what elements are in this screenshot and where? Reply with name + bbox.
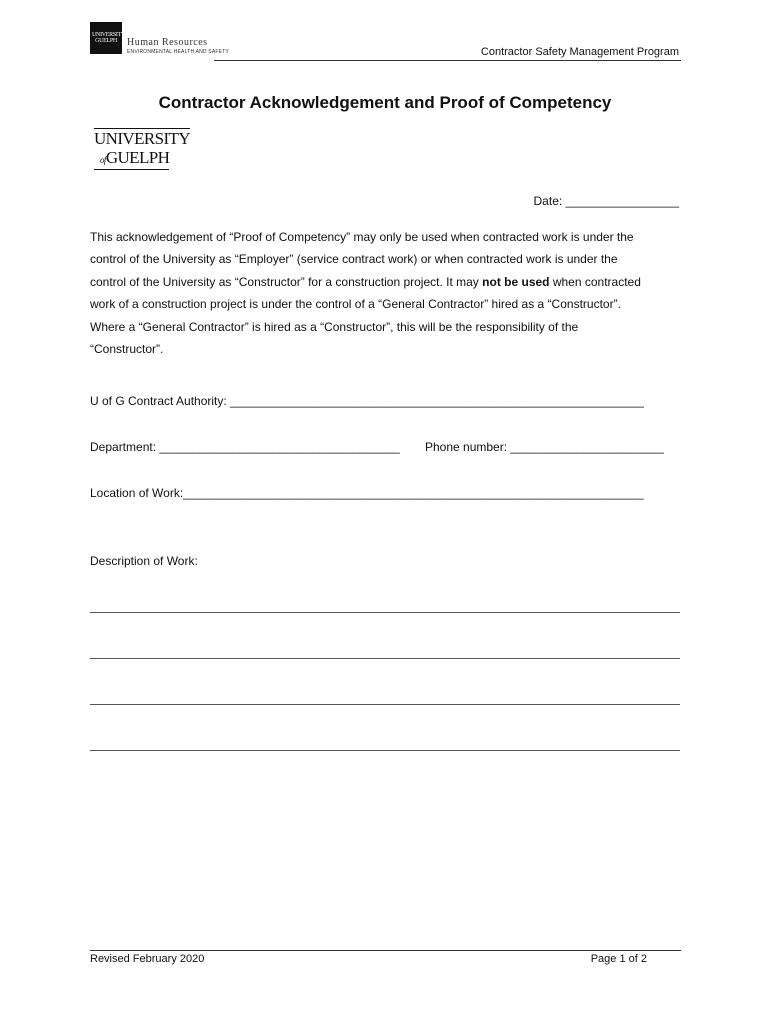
logo-guelph-word: GUELPH — [105, 148, 170, 167]
paragraph-emphasis: not be used — [482, 274, 550, 289]
paragraph-text: when contracted — [549, 274, 641, 289]
page-title: Contractor Acknowledgement and Proof of Competency — [158, 93, 612, 112]
header-divider — [214, 60, 681, 61]
description-of-work-label: Description of Work: — [90, 554, 198, 568]
paragraph-line: Where a “General Contractor” is hired as a “Constructor”, this will be the responsibility of the — [90, 319, 579, 334]
department-field[interactable]: Department: ____________________________________ — [90, 440, 400, 454]
description-line[interactable] — [90, 704, 680, 705]
description-line[interactable] — [90, 750, 680, 751]
description-line[interactable] — [90, 612, 680, 613]
logo-of-text: of — [100, 155, 106, 165]
header-program-name: Contractor Safety Management Program — [480, 46, 679, 58]
paragraph-text: control of the University as “Constructor” for a construction project. It may — [90, 274, 483, 289]
paragraph-line — [90, 271, 690, 293]
paragraph-line: control of the University as “Employer” (service contract work) or when contracted work is under the — [90, 252, 618, 267]
header-department: Human Resources — [127, 37, 208, 48]
paragraph-line: “Constructor”. — [90, 342, 164, 357]
university-of-guelph-logo — [94, 128, 194, 170]
header-sub-department: ENVIRONMENTAL HEALTH AND SAFETY — [127, 49, 229, 55]
contract-authority-field[interactable]: U of G Contract Authority: ______________________________________________________________ — [90, 394, 644, 408]
description-line[interactable] — [90, 658, 680, 659]
logo-badge-line2: GUELPH — [95, 38, 117, 44]
footer-revised-date: Revised February 2020 — [90, 953, 205, 965]
footer-divider — [90, 950, 681, 951]
phone-number-field[interactable]: Phone number: _______________________ — [425, 440, 664, 454]
paragraph-line: work of a construction project is under the control of a “General Contractor” hired as a “Constructor”. — [90, 297, 621, 312]
logo-university-text: UNIVERSITY — [94, 129, 190, 148]
intro-paragraph — [90, 226, 690, 360]
location-of-work-field[interactable]: Location of Work:_____________________________________________________________________ — [90, 486, 644, 500]
paragraph-line: This acknowledgement of “Proof of Competency” may only be used when contracted work is under the — [90, 230, 634, 244]
logo-guelph-text — [94, 149, 169, 170]
university-logo-badge — [90, 22, 125, 54]
logo-badge-line1: UNIVERSITY — [92, 32, 125, 38]
footer-page-number: Page 1 of 2 — [590, 953, 647, 965]
date-field[interactable]: Date: _________________ — [533, 194, 679, 208]
